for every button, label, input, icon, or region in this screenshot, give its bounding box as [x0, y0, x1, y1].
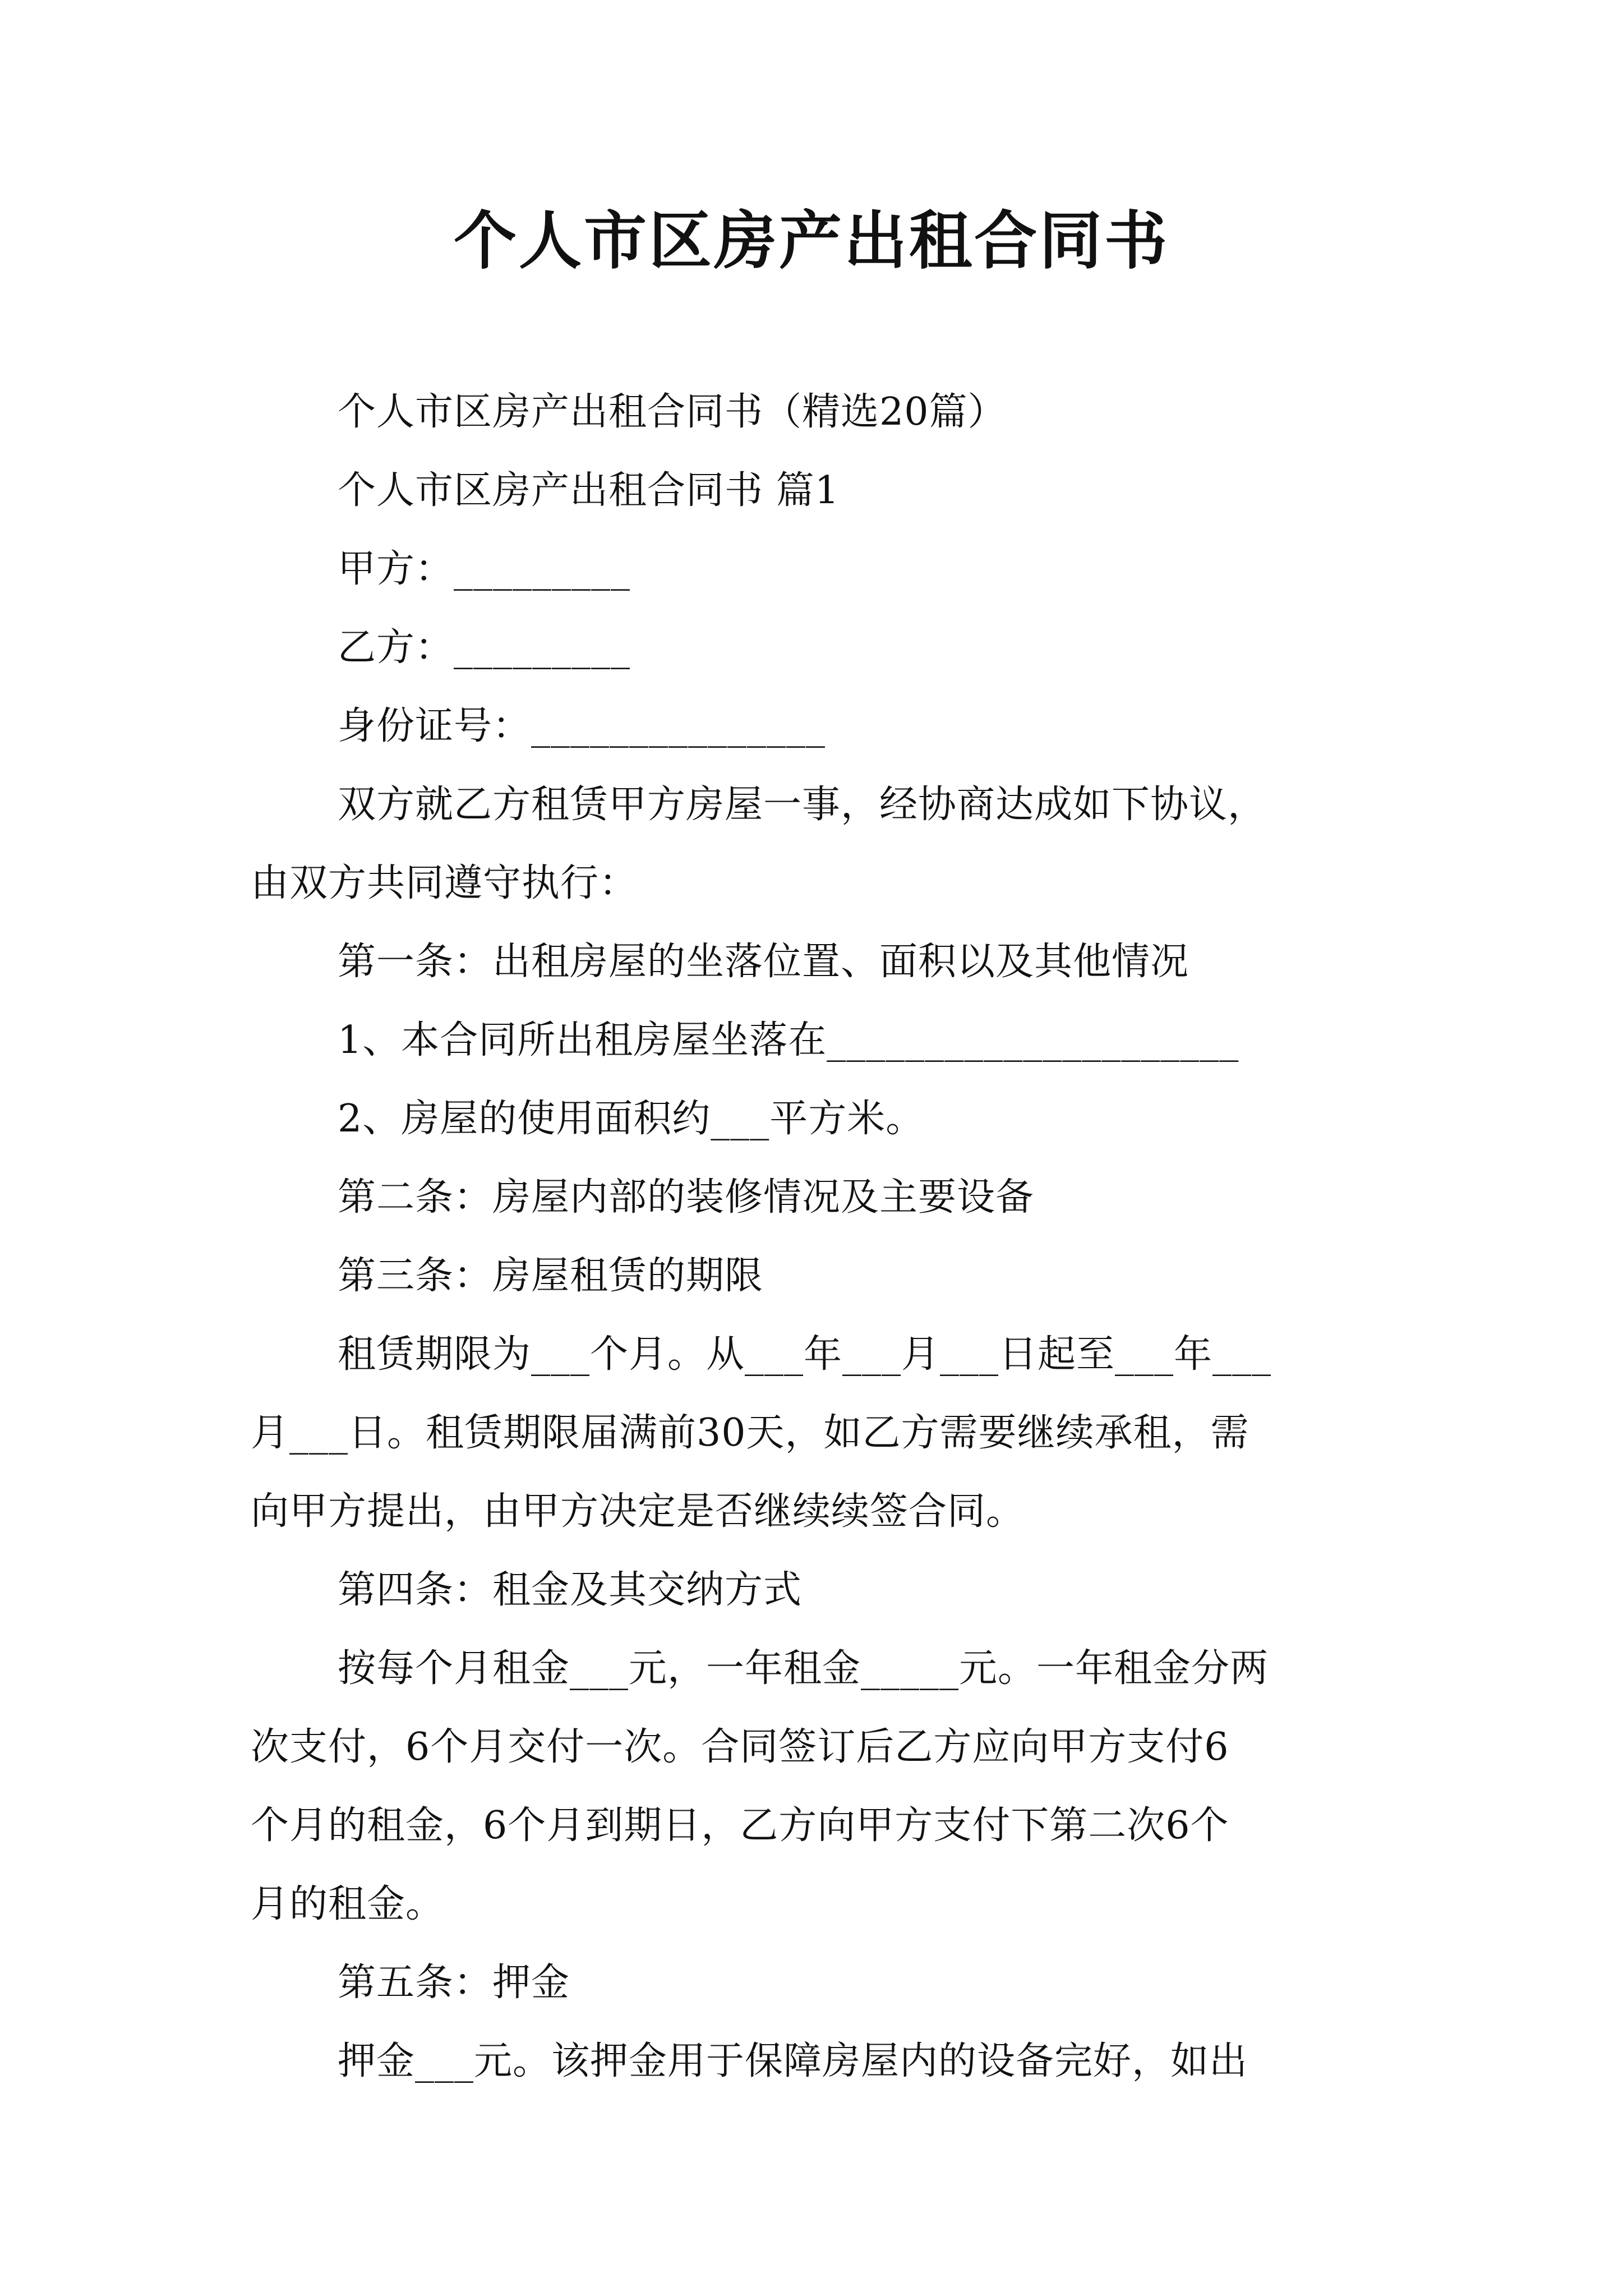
paragraph-line: 双方就乙方租赁甲方房屋一事，经协商达成如下协议，: [338, 783, 1267, 827]
section-heading: 个人市区房产出租合同书 篇1: [338, 468, 840, 513]
article-heading: 第二条：房屋内部的装修情况及主要设备: [338, 1175, 1035, 1220]
paragraph-line: 向甲方提出，由甲方决定是否继续续签合同。: [251, 1489, 1025, 1534]
subtitle-line: 个人市区房产出租合同书（精选20篇）: [338, 390, 1007, 434]
paragraph-line: 租赁期限为___个月。从___年___月___日起至___年___: [338, 1332, 1272, 1377]
document-title: 个人市区房产出租合同书: [454, 204, 1169, 278]
article-heading: 第四条：租金及其交纳方式: [338, 1568, 803, 1612]
paragraph-line: 由双方共同遵守执行：: [251, 861, 638, 905]
paragraph-line: 次支付，6个月交付一次。合同签订后乙方应向甲方支付6: [251, 1725, 1229, 1769]
paragraph-line: 2、房屋的使用面积约___平方米。: [338, 1097, 925, 1141]
paragraph-line: 个月的租金，6个月到期日，乙方向甲方支付下第二次6个: [251, 1803, 1229, 1848]
paragraph-line: 押金___元。该押金用于保障房屋内的设备完好，如出: [338, 2039, 1248, 2083]
paragraph-line: 1、本合同所出租房屋坐落在_____________________: [338, 1018, 1239, 1062]
paragraph-line: 按每个月租金___元，一年租金_____元。一年租金分两: [338, 1646, 1269, 1691]
paragraph-line: 月的租金。: [251, 1882, 445, 1926]
party-a-field: 甲方：_________: [338, 547, 631, 591]
id-number-field: 身份证号：_______________: [338, 704, 826, 748]
article-heading: 第三条：房屋租赁的期限: [338, 1254, 764, 1298]
party-b-field: 乙方：_________: [338, 625, 631, 670]
article-heading: 第五条：押金: [338, 1961, 570, 2005]
article-heading: 第一条：出租房屋的坐落位置、面积以及其他情况: [338, 940, 1189, 984]
paragraph-line: 月___日。租赁期限届满前30天，如乙方需要继续承租，需: [251, 1411, 1249, 1455]
